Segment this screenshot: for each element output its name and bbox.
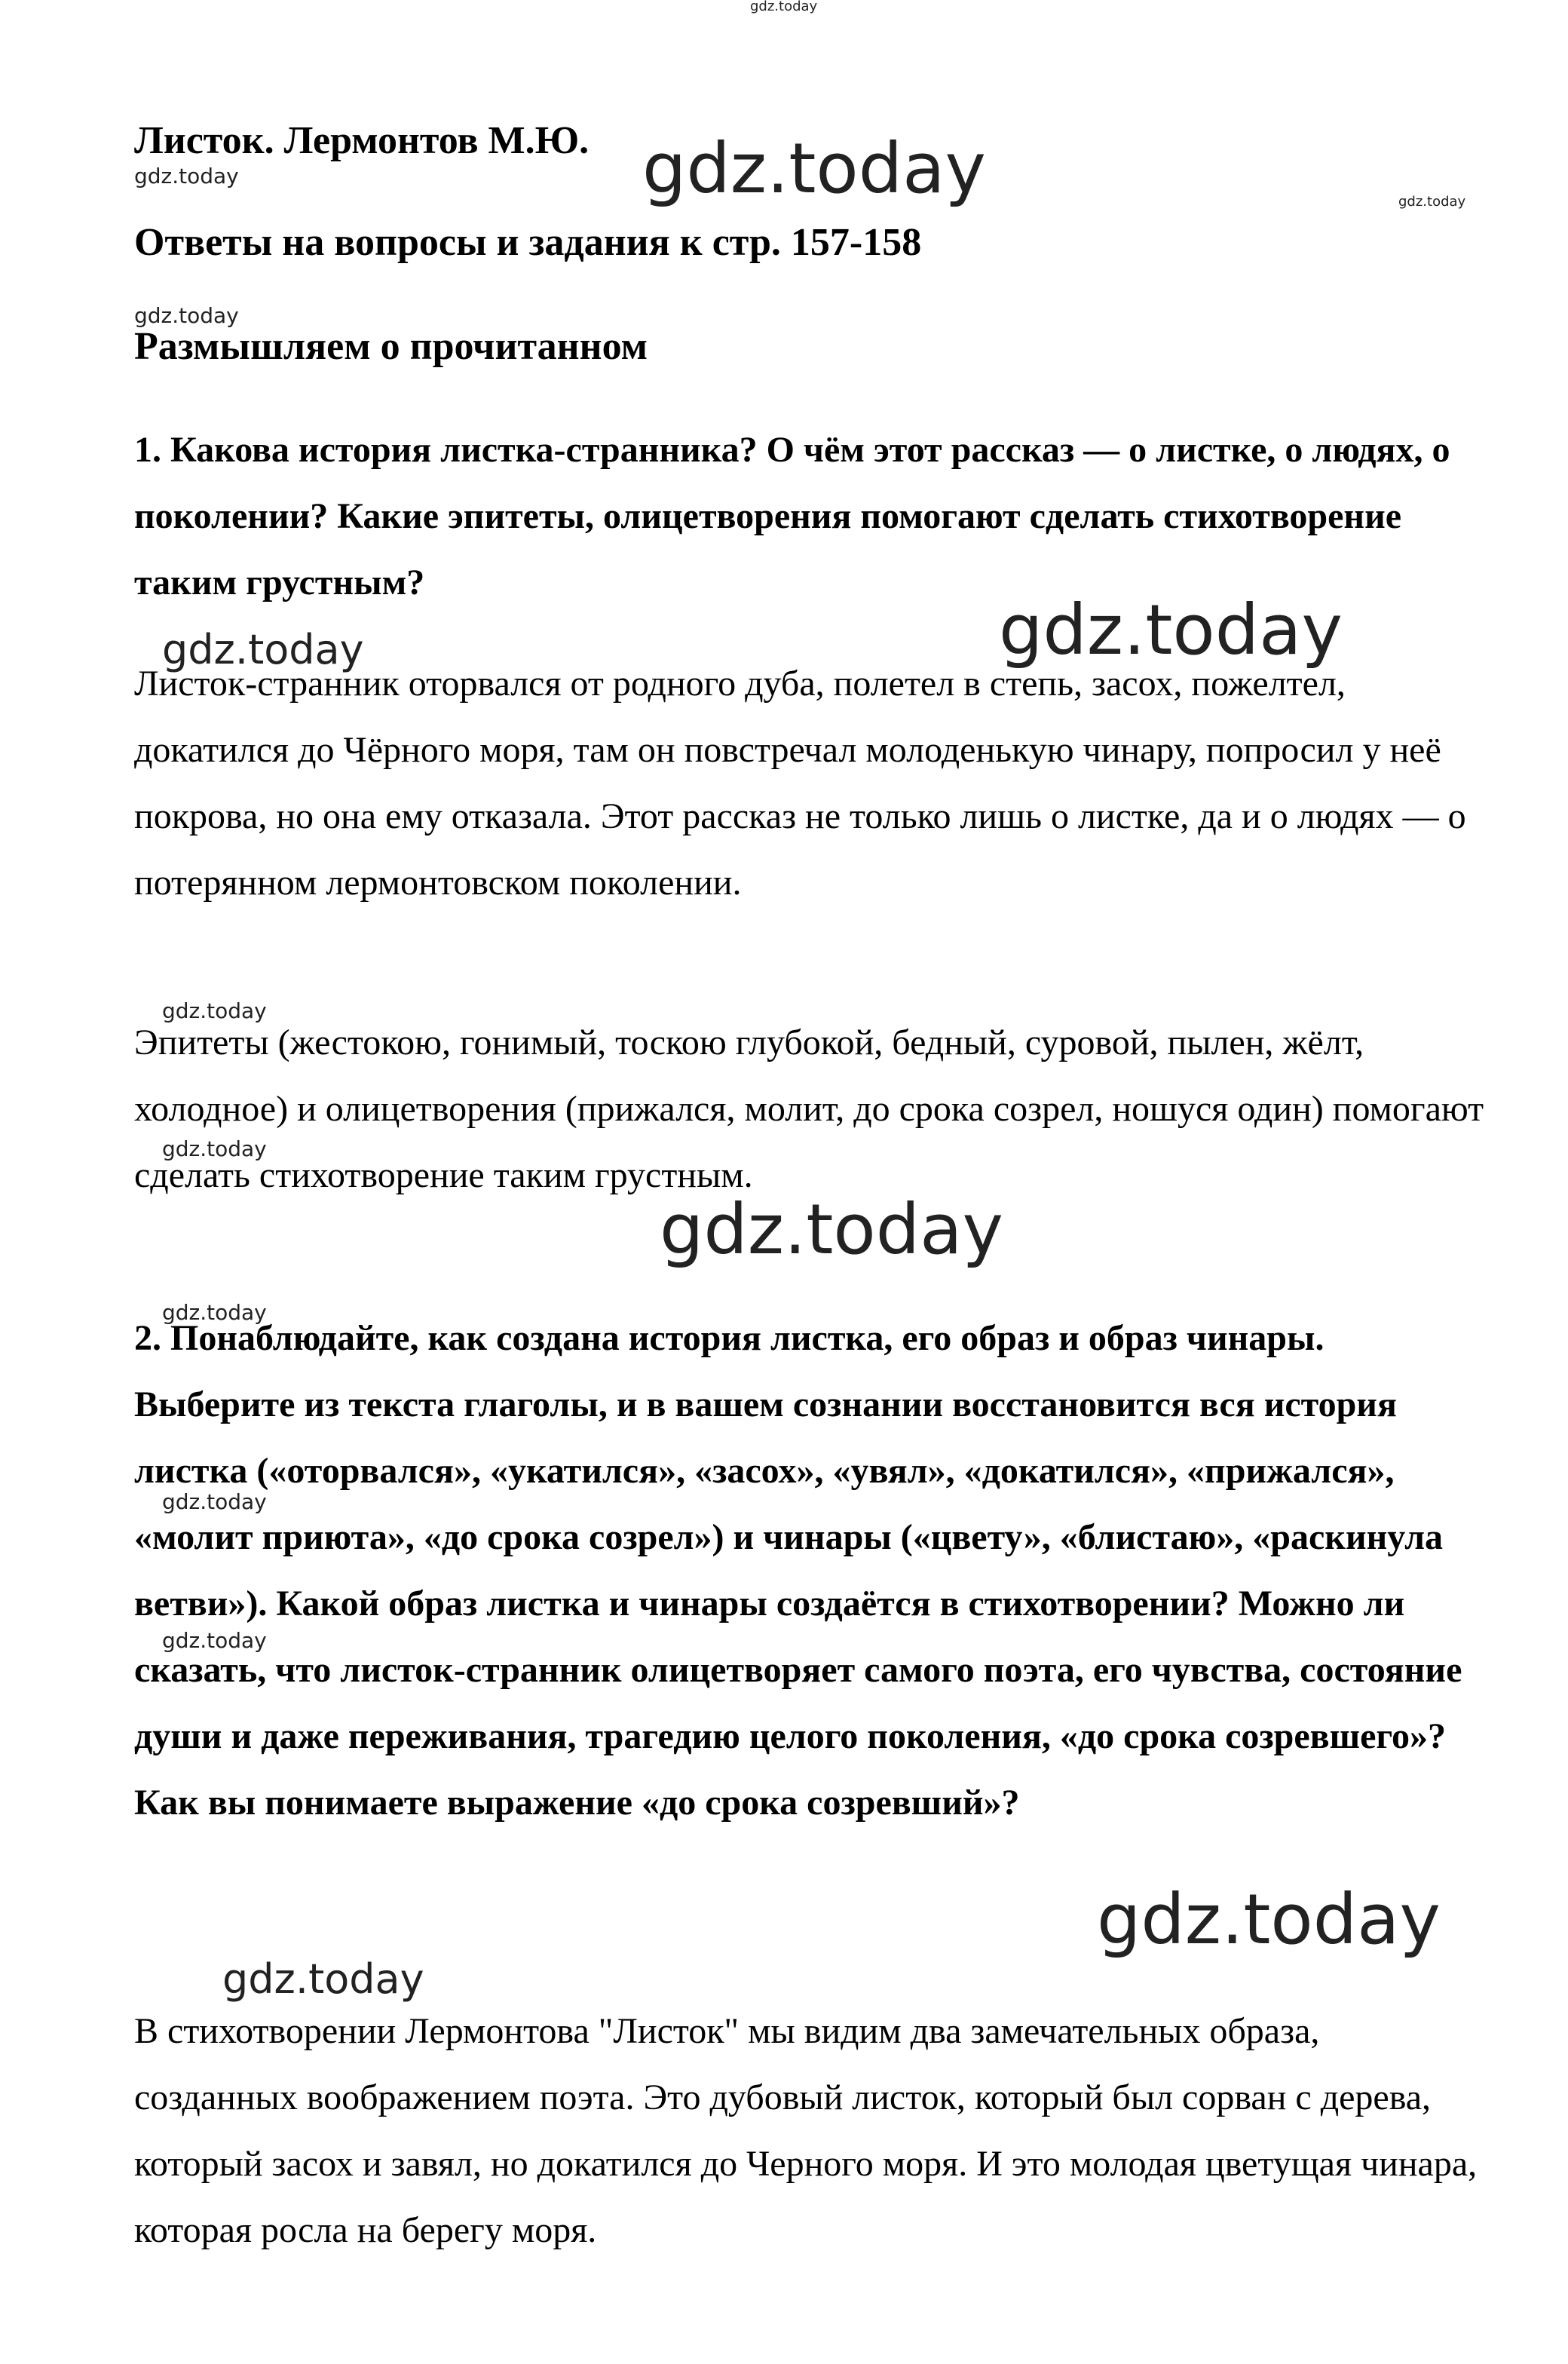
watermark-medium: gdz.today [162, 626, 364, 673]
watermark-top: gdz.today [750, 0, 818, 14]
answer-1-paragraph-2: Эпитеты (жестокою, гонимый, тоскою глубокой, бедный, суровой, пылен, жёлт, холодное) и олицетворения (прижался, молит, до срока созрел, ношуся один) помогают сделать стихотворение таким грустным. [134, 1023, 1484, 1195]
watermark-small: gdz.today [162, 1628, 267, 1653]
watermark-large: gdz.today [1097, 1879, 1441, 1960]
page-subtitle: Ответы на вопросы и задания к стр. 157-158 [134, 221, 922, 264]
watermark-small: gdz.today [162, 998, 267, 1023]
watermark-large: gdz.today [660, 1189, 1003, 1270]
watermark-large: gdz.today [642, 128, 986, 209]
section-heading: Размышляем о прочитанном [134, 325, 648, 368]
answer-2-paragraph-1: В стихотворении Лермонтова "Листок" мы видим два замечательных образа, созданных воображением поэта. Это дубовый листок, который был сорван с дерева, который засох и завял, но докатился до Черного моря. И это молодая цветущая чинара, которая росла на берегу моря. [134, 2011, 1478, 2250]
watermark-small: gdz.today [162, 1300, 267, 1325]
page-title: Листок. Лермонтов М.Ю. [134, 119, 590, 162]
watermark-medium: gdz.today [222, 1955, 424, 2003]
watermark-small: gdz.today [162, 1136, 267, 1161]
watermark-small: gdz.today [134, 303, 239, 328]
watermark-tiny: gdz.today [1398, 194, 1466, 210]
answer-1-paragraph-1: Листок-странник оторвался от родного дуба, полетел в степь, засох, пожелтел, докатился до Чёрного моря, там он повстречал молоденькую чинару, попросил у неё покрова, но она ему отказала. Этот рассказ не только лишь о листке, да и о людях — о потерянном лермонтовском поколении. [134, 664, 1466, 903]
question-2: 2. Понаблюдайте, как создана история листка, его образ и образ чинары. Выберите из текста глаголы, и в вашем сознании восстановится вся история листка («оторвался», «укатился», «засох», «увял», «докатился», «прижался», «молит приюта», «до срока созрел») и чинары («цвету», «блистаю», «раскинула ветви»). Какой образ листка и чинары создаётся в стихотворении? Можно ли сказать, что листок-странник олицетворяет самого поэта, его чувства, состояние души и даже переживания, трагедию целого поколения, «до срока созревшего»? Как вы понимаете выражение «до срока созревший»? [134, 1318, 1462, 1823]
watermark-small: gdz.today [134, 164, 239, 189]
watermark-small: gdz.today [162, 1489, 267, 1514]
question-1: 1. Какова история листка-странника? О чём этот рассказ — о листке, о людях, о поколении? Какие эпитеты, олицетворения помогают сделать стихотворение таким грустным? [134, 430, 1450, 602]
watermark-large: gdz.today [999, 590, 1343, 670]
